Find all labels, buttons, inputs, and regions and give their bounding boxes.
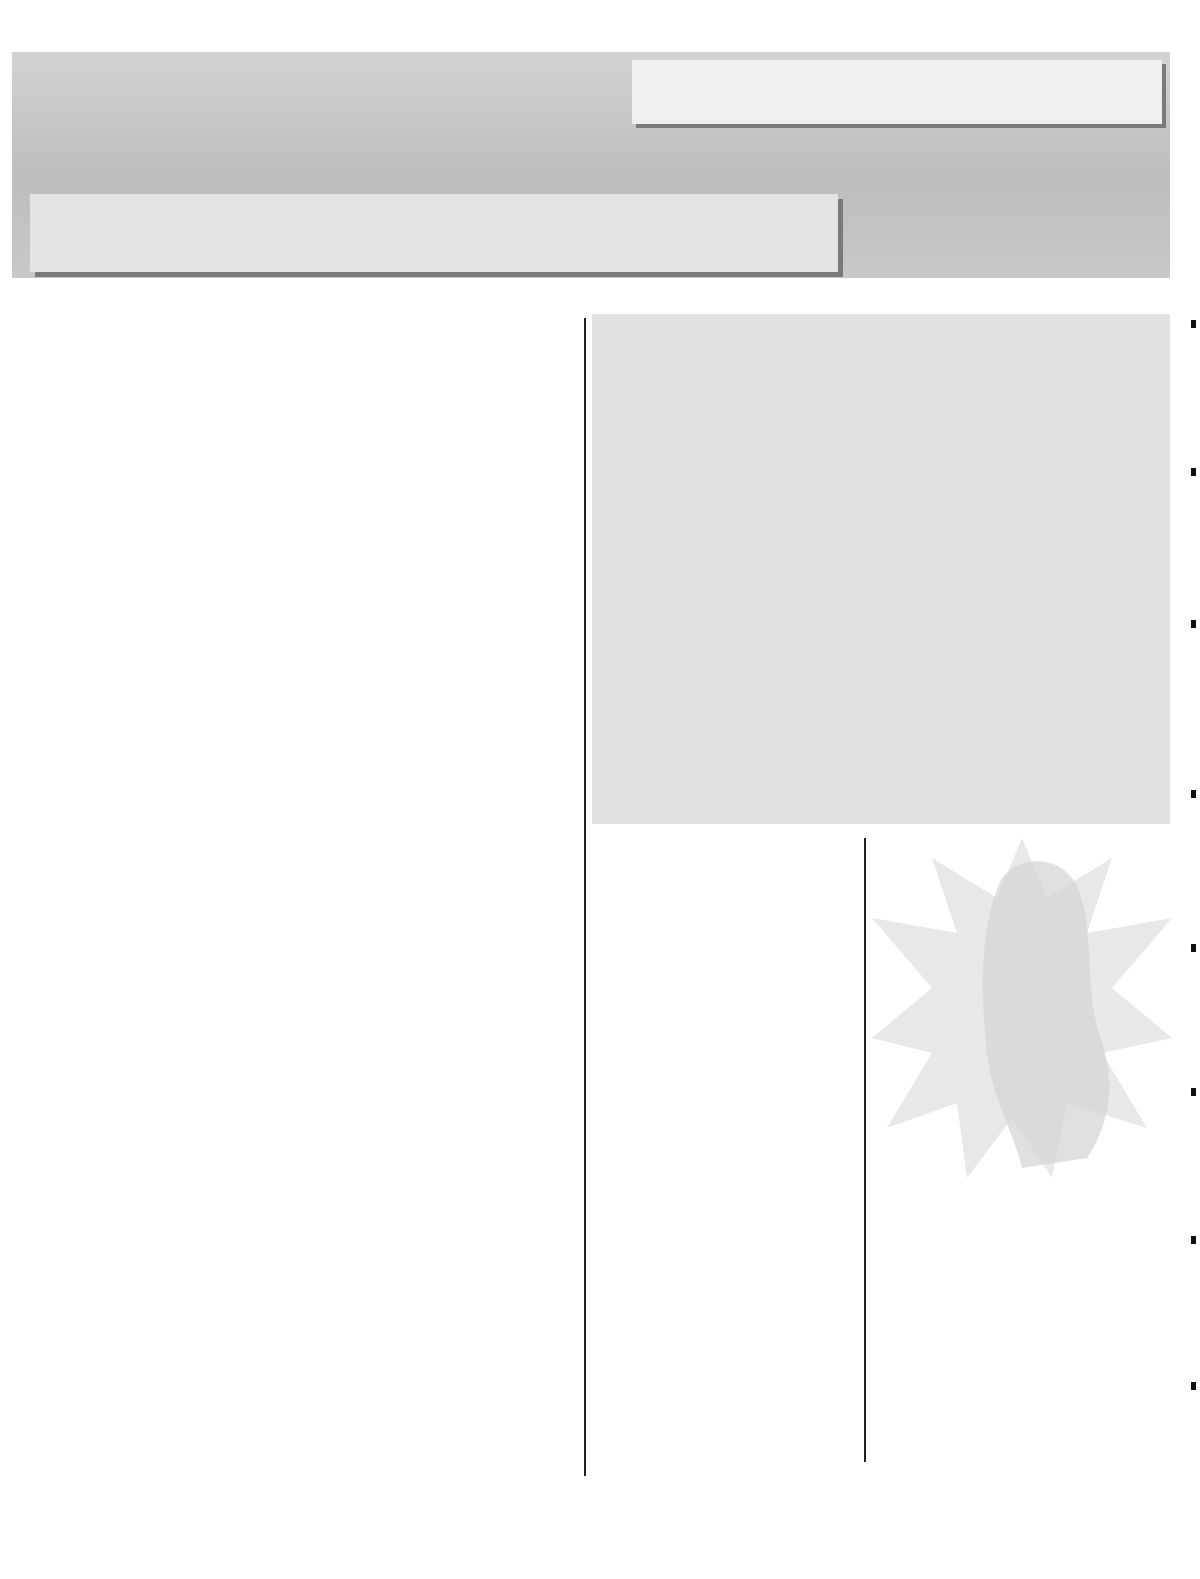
- margin-mark: [1191, 1236, 1196, 1244]
- column-divider-left: [584, 318, 586, 1476]
- margin-mark: [1191, 790, 1196, 798]
- banner-nssa-reports-box: [30, 194, 838, 272]
- margin-mark: [1191, 1088, 1196, 1096]
- column-divider-right: [864, 838, 866, 1462]
- margin-mark: [1191, 320, 1196, 328]
- sc-top10-heading: [599, 844, 859, 869]
- nssa-reports-banner: [12, 52, 1170, 278]
- ten-k-club-box: [592, 314, 1170, 824]
- margin-mark: [1191, 620, 1196, 628]
- margin-mark: [1191, 468, 1196, 476]
- banner-profiles-word: [842, 116, 886, 276]
- margin-mark: [1191, 1382, 1196, 1390]
- starburst-hand-graphic: [872, 838, 1172, 1308]
- survey-ad: [872, 838, 1172, 1308]
- sc-concurrent-heading: [599, 877, 859, 902]
- banner-announcements-box: [632, 60, 1162, 124]
- sc-section: [599, 836, 859, 901]
- margin-mark: [1191, 944, 1196, 952]
